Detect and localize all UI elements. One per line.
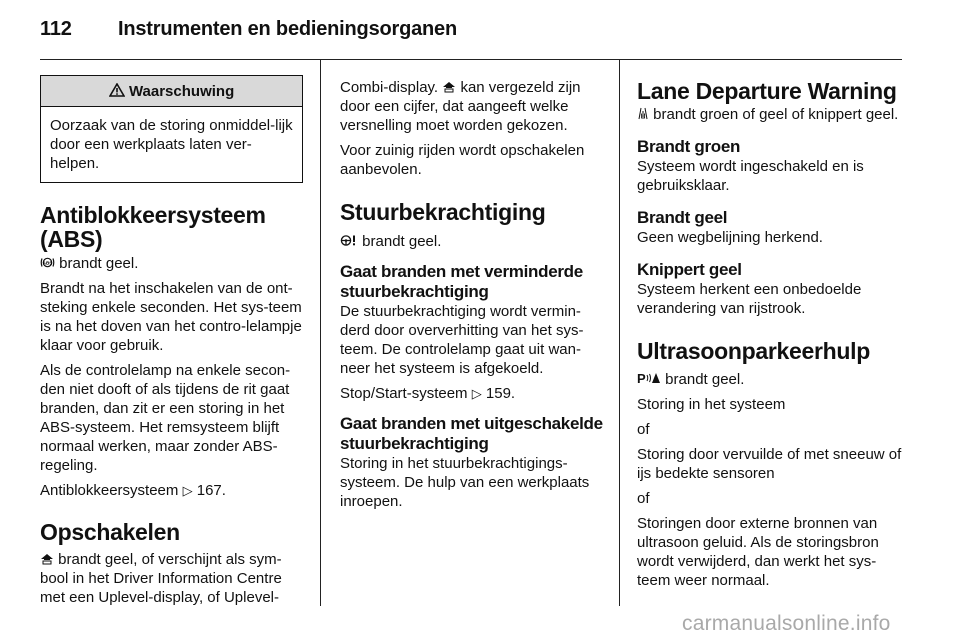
ups-or-1: of xyxy=(637,421,650,438)
ups-text-1: Storing in het systeem xyxy=(637,396,786,413)
lane-yellow-text: Geen wegbelijning herkend. xyxy=(637,229,823,246)
lane-status xyxy=(637,105,905,124)
ups-or-2: of xyxy=(637,490,650,507)
stuur-sub2-heading: Gaat branden met uitgeschakelde stuurbekrachtiging xyxy=(340,414,603,453)
lane-green-heading: Brandt groen xyxy=(637,137,741,156)
stuur-ref-text: Stop/Start-systeem xyxy=(340,385,468,402)
abs-ref-text: Antiblokkeersysteem xyxy=(40,482,179,499)
steering-warning-icon xyxy=(340,234,358,249)
shift-advice-text: Voor zuinig rijden wordt opschakelen aanbevolen. xyxy=(340,142,585,178)
opschakelen-heading: Opschakelen xyxy=(40,519,180,545)
combi-display-text xyxy=(340,78,606,135)
upshift-icon xyxy=(40,552,54,567)
stuur-sub1-text: De stuurbekrachtiging wordt vermin-derd door oververhitting van het sys-teem. De controlelamp gaat uit wan-neer het systeem is afgekoeld. xyxy=(340,303,584,377)
page-title: Instrumenten en bedieningsorganen xyxy=(118,18,457,40)
page-header xyxy=(40,18,457,41)
upshift-icon xyxy=(442,80,456,95)
column-2 xyxy=(340,60,606,511)
lane-yellow-heading: Brandt geel xyxy=(637,208,728,227)
stuur-sub1-heading: Gaat branden met verminderde stuurbekrachtiging xyxy=(340,262,583,301)
combi-display-start: Combi-display. xyxy=(340,79,439,96)
stuurbekrachtiging-heading: Stuurbekrachtiging xyxy=(340,199,546,225)
lane-status-text: brandt groen of geel of knippert geel. xyxy=(653,106,899,123)
stuur-ref-page[interactable]: 159. xyxy=(485,385,516,402)
ups-text-3: Storingen door externe bronnen van ultrasoon geluid. Als de storingsbron wordt verwijderd, dan werkt het sys-teem weer normaal. xyxy=(637,515,879,589)
warning-box xyxy=(40,75,303,183)
page-ref-arrow-icon: ▷ xyxy=(182,483,193,498)
page-number: 112 xyxy=(40,18,72,40)
ups-text-2: Storing door vervuilde of met sneeuw of ijs bedekte sensoren xyxy=(637,446,902,482)
warning-triangle-icon xyxy=(109,83,129,100)
lane-blink-heading: Knippert geel xyxy=(637,260,742,279)
watermark: carmanualsonline.info xyxy=(682,612,891,635)
abs-paragraph-1: Brandt na het inschakelen van de ont-steking enkele seconden. Het sys-teem is na het doven van het contro-lelampje klaar voor gebruik. xyxy=(40,280,302,354)
lane-green-text: Systeem wordt ingeschakeld en is gebruiksklaar. xyxy=(637,158,864,194)
lane-departure-icon xyxy=(637,107,649,122)
stuur-reference xyxy=(340,384,606,403)
opschakelen-text xyxy=(40,550,304,607)
svg-text:ABS: ABS xyxy=(42,260,53,266)
combi-display-rest: kan vergezeld zijn door een cijfer, dat aangeeft welke versnelling moet worden gekozen. xyxy=(340,79,581,134)
column-1 xyxy=(40,60,304,607)
page-ref-arrow-icon: ▷ xyxy=(471,386,482,401)
abs-heading: Antiblokkeersysteem (ABS) xyxy=(40,202,266,252)
stuur-sub2-text: Storing in het stuurbekrachtigings-systeem. De hulp van een werkplaats inroepen. xyxy=(340,455,590,510)
ups-status xyxy=(637,370,905,389)
warning-text: Oorzaak van de storing onmiddel-lijk door een werkplaats laten ver-helpen. xyxy=(50,117,293,172)
stuur-status xyxy=(340,232,606,251)
warning-header xyxy=(41,76,302,107)
abs-paragraph-2: Als de controlelamp na enkele secon-den niet dooft of als tijdens de rit gaat branden, dan zit er een storing in het ABS-systeem. Het remsysteem blijft normaal werken, maar zonder ABS-regeling. xyxy=(40,362,291,474)
abs-reference xyxy=(40,481,304,500)
ups-heading: Ultrasoonparkeerhulp xyxy=(637,338,870,364)
column-divider-2 xyxy=(619,60,620,606)
abs-status xyxy=(40,254,304,273)
stuur-status-text: brandt geel. xyxy=(362,233,442,250)
abs-status-text: brandt geel. xyxy=(59,255,139,272)
column-divider-1 xyxy=(320,60,321,606)
opschakelen-paragraph: brandt geel, of verschijnt als sym-bool in het Driver Information Centre met een Uplevel-display, of Uplevel- xyxy=(40,551,282,606)
column-3 xyxy=(637,60,905,590)
lane-heading: Lane Departure Warning xyxy=(637,78,897,104)
parking-sensor-icon xyxy=(637,371,661,387)
warning-title: Waarschuwing xyxy=(128,83,235,100)
abs-ref-page[interactable]: 167. xyxy=(196,482,226,499)
ups-status-text: brandt geel. xyxy=(665,371,745,388)
lane-blink-text: Systeem herkent een onbedoelde verandering van rijstrook. xyxy=(637,281,862,317)
svg-text:P: P xyxy=(637,371,646,385)
abs-icon xyxy=(40,256,55,271)
